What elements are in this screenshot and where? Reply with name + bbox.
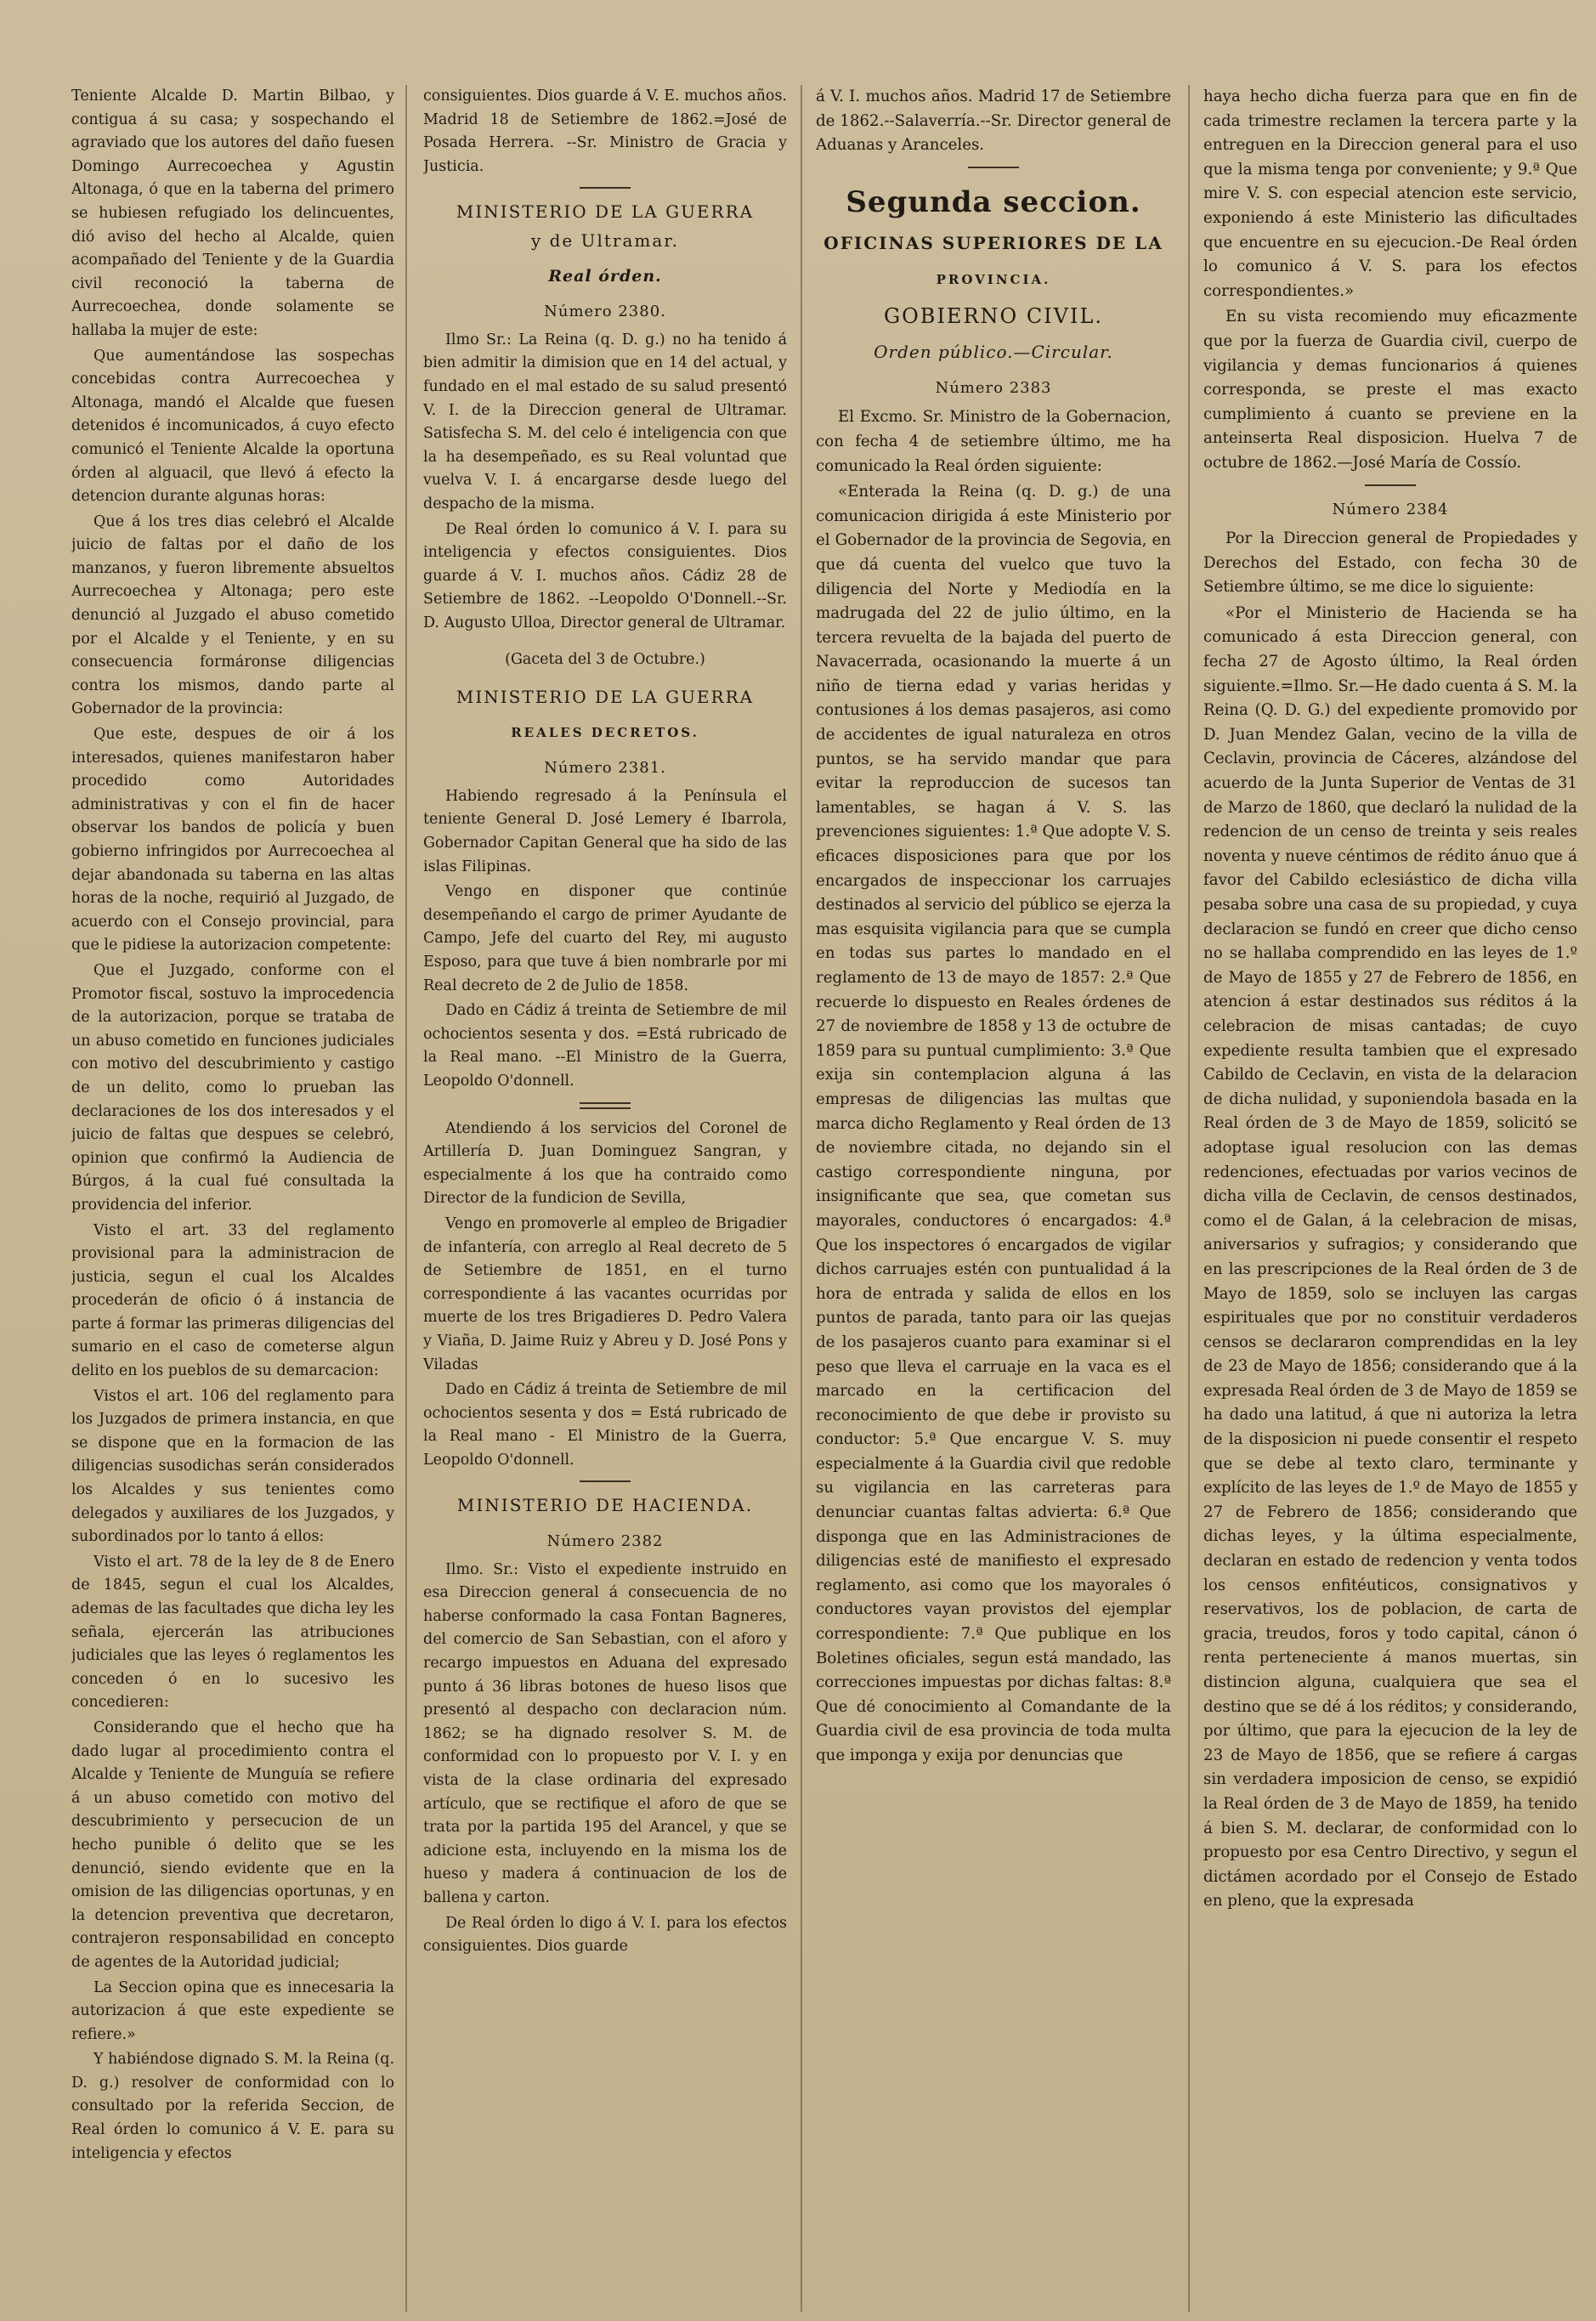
paragraph: consiguientes. Dios guarde á V. E. muchos años. Madrid 18 de Setiembre de 1862.=José de Posada Herrera. --Sr. Ministro de Gracia y Justicia. — [423, 88, 787, 175]
separator-rule — [968, 167, 1019, 168]
document-number: Número 2384 — [1332, 500, 1449, 518]
paragraph: Que el Juzgado, conforme con el Promotor fiscal, sostuvo la improcedencia de la autorizacion, porque se trataba de un abuso cometido en funciones judiciales con motivo del descubrimiento y castigo de un delito, como lo prueban las declaraciones de los dos interesados y el juicio de faltas que despues se celebró, opinion que confirmó la Audiencia de Búrgos, á la cual fué consultada la providencia del inferior. — [71, 961, 394, 1214]
paragraph: «Enterada la Reina (q. D. g.) de una comunicacion dirigida á este Ministerio por el Gobernador de la provincia de Segovia, en que dá cuenta del vuelco que tuvo la diligencia del Norte y Mediodía en la madrugada del 22 de julio último, en la tercera revuelta de la bajada del puerto de Navacerrada, ocasionando la muerte á un niño de tierna edad y varias heridas y contusiones á los demas pasajeros, asi como de accidentes de igual naturaleza en otros puntos, se ha servido mandar que para evitar la reproduccion de sucesos tan lamentables, se hagan á V. S. las prevenciones siguientes: 1.ª Que adopte V. S. eficaces disposiciones para que por los encargados de inspeccionar los carruajes destinados al servicio del público se ejerza la mas esquisita vigilancia para que se cumpla en todas sus partes lo mandado en el reglamento de 13 de mayo de 1857: 2.ª Que recuerde lo dispuesto en Reales órdenes de 27 de noviembre de 1858 y 13 de octubre de 1859 para su puntual cumplimiento: 3.ª Que exija sin contemplacion alguna á las empresas de diligencias las multas que marca dicho Reglamento y Real órden de 13 de noviembre citada, no dejando sin el castigo correspondiente ninguna, por insignificante que sea, que cometan sus mayorales, conductores ó encargados: 4.ª Que los inspectores ó encargados de vigilar dichos carruajes estén con puntualidad á la hora de entrada y salida de ellos en los puntos de parada, tanto para oir las quejas de los pasajeros cuanto para examinar si el peso que lleva el carruaje en la vaca es el marcado en la certificacion del reconocimiento de que debe ir provisto su conductor: 5.ª Que encargue V. S. muy especialmente á la Guardia civil que redoble su vigilancia en las carreteras para denunciar cuantas faltas advierta: 6.ª Que disponga que en las Administraciones de diligencias esté de manifiesto el expresado reglamento, asi como que los mayorales ó conductores vayan provistos del ejemplar correspondiente: 7.ª Que publique en los Boletines oficiales, segun está mandado, las correcciones impuestas por dichas faltas: 8.ª Que dé conocimiento al Comandante de la Guardia civil de esa provincia de toda multa que imponga y exija por denuncias que — [816, 483, 1171, 1764]
paragraph: Vistos el art. 106 del reglamento para los Juzgados de primera instancia, en que se dispone que en la formacion de las diligencias susodichas serán considerados los Alcaldes y sus tenientes como delegados y auxiliares de los Juzgados, y subordinados por lo tanto á ellos: — [71, 1387, 394, 1546]
paragraph: Dado en Cádiz á treinta de Setiembre de mil ochocientos sesenta y dos. =Está rubricado de la Real mano. --El Ministro de la Guerra, Leopoldo O'donnell. — [423, 1002, 787, 1090]
paragraph: De Real órden lo comunico á V. I. para su inteligencia y efectos consiguientes. Dios guarde á V. I. muchos años. Cádiz 28 de Setiembre de 1862. --Leopoldo O'Donnell.--Sr. D. Augusto Ulloa, Director general de Ultramar. — [423, 520, 787, 631]
document-type-heading: Real órden. — [548, 266, 662, 286]
document-number: Número 2382 — [546, 1532, 664, 1551]
paragraph: Dado en Cádiz á treinta de Setiembre de mil ochocientos sesenta y dos = Está rubricado de la Real mano - El Ministro de la Guerra, Leopoldo O'donnell. — [423, 1381, 787, 1469]
paragraph: Vengo en promoverle al empleo de Brigadier de infantería, con arreglo al Real decreto de 5 de Setiembre de 1851, en el turno correspondiente á las vacantes ocurridas por muerte de los tres Brigadieres D. Pedro Valera y Viaña, D. Jaime Ruiz y Abreu y D. José Pons y Viladas — [423, 1214, 787, 1373]
paragraph: «Por el Ministerio de Hacienda se ha comunicado á esta Direccion general, con fecha 27 de Agosto último, la Real órden siguiente.=Ilmo. Sr.—He dado cuenta á S. M. la Reina (Q. D. G.) del expediente promovido por D. Juan Mendez Galan, vecino de la villa de Ceclavin, provincia de Cáceres, alzándose del acuerdo de la Junta Superior de Ventas de 31 de Marzo de 1860, que declaró la nulidad de la redencion de un censo de treinta y seis reales noventa y nueve céntimos de rédito ánuo que á favor del Cabildo eclesiástico de dicha villa pesaba sobre una casa de su propiedad, y cuya declaracion se fundó en creer que dicho censo no se hallaba comprendido en las leyes de 1.º de Mayo de 1855 y 27 de Febrero de 1856, en atencion á estar destinados sus réditos á la celebracion de misas cantadas; de cuyo expediente resulta tambien que el expresado Cabildo de Ceclavin, en vista de la delaracion de dicha nulidad, y suponiendola basada en la Real órden de 3 de Mayo de 1859, solicitó se adoptase igual resolucion con las demas redenciones, efectuadas por varios vecinos de dicha villa de Ceclavin, de censos destinados, como el de Galan, á la celebracion de misas, aniversarios y sufragios; y considerando que en las prescripciones de la Real órden de 3 de Mayo de 1859, solo se incluyen las cargas espirituales que por no constituir verdaderos censos se declararon comprendidas en la ley de 23 de Mayo de 1856; considerando que á la expresada Real órden de 3 de Mayo de 1859 se ha dado una latitud, á que ni autoriza la letra de la disposicion ni puede consentir el respeto que se debe al texto claro, terminante y explícito de las leyes de 1.º de Mayo de 1855 y 27 de Febrero de 1856; considerando que dichas leyes, y la última especialmente, declaran en estado de redencion y venta todos los censos enfitéuticos, consignativos y reservativos, los de poblacion, de carta de gracia, treudos, foros y todo capital, cánon ó renta perteneciente á manos muertas, sin distincion alguna, cualquiera que sea el destino que se dé á los réditos; y considerando, por último, que para la ejecucion de la ley de 23 de Mayo de 1856, que se refiere á cargas sin verdadera imposicion de censo, se expidió la Real órden de 3 de Mayo de 1859, ha tenido á bien S. M. declarar, de conformidad con lo propuesto por esa Centro Directivo, y segun el dictámen acordado por el Consejo de Estado en pleno, que la expresada — [1203, 603, 1577, 1911]
paragraph: Teniente Alcalde D. Martin Bilbao, y contigua á su casa; y sospechando el agraviado que los autores del daño fuesen Domingo Aurrecoechea y Agustin Altonaga, ó que en la taberna del primero se hubiesen refugiado los delincuentes, dió aviso del hecho al Alcalde, quien acompañado del Teniente y de la Guardia civil reconoció la taberna de Aurrecoechea, donde solamente se hallaba la mujer de este: — [71, 88, 394, 339]
section-heading: MINISTERIO DE LA GUERRA — [456, 201, 755, 223]
paragraph: Que á los tres dias celebró el Alcalde juicio de faltas por el daño de los manzanos, y fueron libremente absueltos Aurrecoechea y Altonaga; pero este denunció al Juzgado el abuso cometido por el Alcalde y el Teniente, y en su consecuencia formáronse diligencias contra los mismos, dando parte al Gobernador de la provincia: — [71, 512, 394, 718]
gaceta-note: (Gaceta del 3 de Octubre.) — [505, 651, 705, 669]
paragraph: Atendiendo á los servicios del Coronel de Artillería D. Juan Dominguez Sangran, y especialmente á los que ha contraido como Director de la fundicion de Sevilla, — [423, 1119, 787, 1208]
column-1 — [71, 85, 394, 2312]
document-type-heading: REALES DECRETOS. — [511, 724, 699, 740]
section-heading: GOBIERNO CIVIL. — [883, 303, 1104, 328]
separator-rule — [580, 1102, 631, 1109]
separator-rule — [580, 1480, 631, 1482]
document-type-heading: Orden público.—Circular. — [874, 342, 1113, 363]
paragraph: Que este, despues de oir á los interesados, quienes manifestaron haber procedido como Autoridades administrativas y con el fin de hacer observar los bandos de policía y buen gobierno infringidos por Aurrecoechea al dejar abandonada su taberna en las altas horas de la noche, requirió al Juzgado, de acuerdo con el Consejo provincial, para que le pidiese la autorizacion competente: — [71, 726, 394, 954]
paragraph: Habiendo regresado á la Península el teniente General D. José Lemery é Ibarrola, Gobernador Capitan General que ha sido de las islas Filipinas. — [423, 787, 787, 875]
paragraph: Ilmo Sr.: La Reina (q. D. g.) no ha tenido á bien admitir la dimision que en 14 del actual, y fundado en el mal estado de su salud presentó V. I. de la Direccion general de Ultramar. Satisfecha S. M. del celo é inteligencia con que la ha desempeñado, es su Real voluntad que vuelva V. I. á encargarse desde luego del despacho de la misma. — [423, 331, 787, 512]
document-number: Número 2383 — [935, 378, 1052, 397]
column-divider — [1188, 85, 1190, 2312]
section-title: Segunda seccion. — [846, 184, 1141, 219]
paragraph: Que aumentándose las sospechas concebidas contra Aurrecoechea y Altonaga, mandó el Alcalde que fuesen detenidos é incomunicados, á cuyo efecto comunicó el Teniente Alcalde la oportuna órden al alguacil, que llevó á efecto la detencion durante algunas horas: — [71, 347, 394, 506]
column-divider — [405, 85, 407, 2312]
paragraph: Ilmo. Sr.: Visto el expediente instruido en esa Direccion general á consecuencia de no haberse conformado la casa Fontan Bagneres, del comercio de San Sebastian, con el aforo y recargo impuestos en Aduana del expresado punto á 36 libras botones de hueso lisos que presentó al despacho con declaracion núm. 1862; se ha dignado resolver S. M. de conformidad con lo propuesto por V. I. y en vista de la clase ordinaria del expresado artículo, que se rectifique el aforo de que se trata por la partida 195 del Arancel, y que se adicione esta, incluyendo en la misma los de hueso y madera á continuacion de los de ballena y carton. — [423, 1560, 787, 1906]
separator-rule — [1365, 484, 1416, 486]
paragraph: En su vista recomiendo muy eficazmente que por la fuerza de Guardia civil, cuerpo de vigilancia y demas funcionarios á quienes corresponda, se preste el mas exacto cumplimiento á cuanto se previene en la anteinserta Real disposicion. Huelva 7 de octubre de 1862.—José María de Cossío. — [1203, 308, 1577, 472]
paragraph: De Real órden lo digo á V. I. para los efectos consiguientes. Dios guarde — [423, 1914, 787, 1956]
paragraph: Y habiéndose dignado S. M. la Reina (q. D. g.) resolver de conformidad con lo consultado por la referida Seccion, de Real órden lo comunico á V. E. para su inteligencia y efectos — [71, 2051, 394, 2162]
paragraph: Vengo en disponer que continúe desempeñando el cargo de primer Ayudante de Campo, Jefe del cuarto del Rey, mi augusto Esposo, para que tuve á bien nombrarle por mi Real decreto de 2 de Julio de 1858. — [423, 883, 787, 994]
column-2 — [423, 85, 787, 2312]
column-4 — [1203, 85, 1577, 2312]
paragraph: Considerando que el hecho que ha dado lugar al procedimiento contra el Alcalde y Teniente de Munguía se refiere á un abuso cometido con motivo del descubrimiento y persecucion de un hecho punible ó delito que se les denunció, siendo evidente que en la omision de las diligencias oportunas, y en la detencion preventiva que decretaron, contrajeron responsabilidad en concepto de agentes de la Autoridad judicial; — [71, 1718, 394, 1971]
paragraph: Visto el art. 78 de la ley de 8 de Enero de 1845, segun el cual los Alcaldes, ademas de las facultades que dicha ley les señala, ejercerán las atribuciones judiciales que las leyes ó reglamentos les conceden ó en lo sucesivo les concedieren: — [71, 1553, 394, 1712]
paragraph: á V. I. muchos años. Madrid 17 de Setiembre de 1862.--Salaverría.--Sr. Director general de Aduanas y Aranceles. — [816, 88, 1171, 155]
column-divider — [801, 85, 802, 2312]
column-3 — [816, 85, 1171, 2312]
paragraph: Por la Direccion general de Propiedades y Derechos del Estado, con fecha 30 de Setiembre último, se me dice lo siguiente: — [1203, 529, 1577, 597]
separator-rule — [580, 187, 631, 189]
section-heading: MINISTERIO DE LA GUERRA — [456, 687, 755, 708]
document-number: Número 2380. — [544, 303, 666, 321]
paragraph: Visto el art. 33 del reglamento provisional para la administracion de justicia, segun el cual los Alcaldes procederán de oficio ó á instancia de parte á formar las primeras diligencias del sumario en el caso de cometerse algun delito en los pueblos de su demarcacion: — [71, 1221, 394, 1380]
section-subheading: PROVINCIA. — [936, 271, 1051, 287]
paragraph: haya hecho dicha fuerza para que en fin de cada trimestre reclamen la tercera parte y la entreguen en la Direccion general para el uso que la misma tenga por conveniente; y 9.ª Que mire V. S. con especial atencion este servicio, exponiendo á este Ministerio las dificultades que encuentre en su ejecucion.-De Real órden lo comunico á V. S. para los efectos correspondientes.» — [1203, 88, 1577, 300]
document-number: Número 2381. — [544, 759, 666, 778]
section-heading: OFICINAS SUPERIORES DE LA — [823, 233, 1163, 254]
paragraph: El Excmo. Sr. Ministro de la Gobernacion, con fecha 4 de setiembre último, me ha comunicado la Real órden siguiente: — [816, 408, 1171, 475]
section-heading: MINISTERIO DE HACIENDA. — [456, 1495, 754, 1516]
section-subheading: y de Ultramar. — [530, 229, 680, 251]
paragraph: La Seccion opina que es innecesaria la autorizacion á que este expediente se refiere.» — [71, 1979, 394, 2043]
